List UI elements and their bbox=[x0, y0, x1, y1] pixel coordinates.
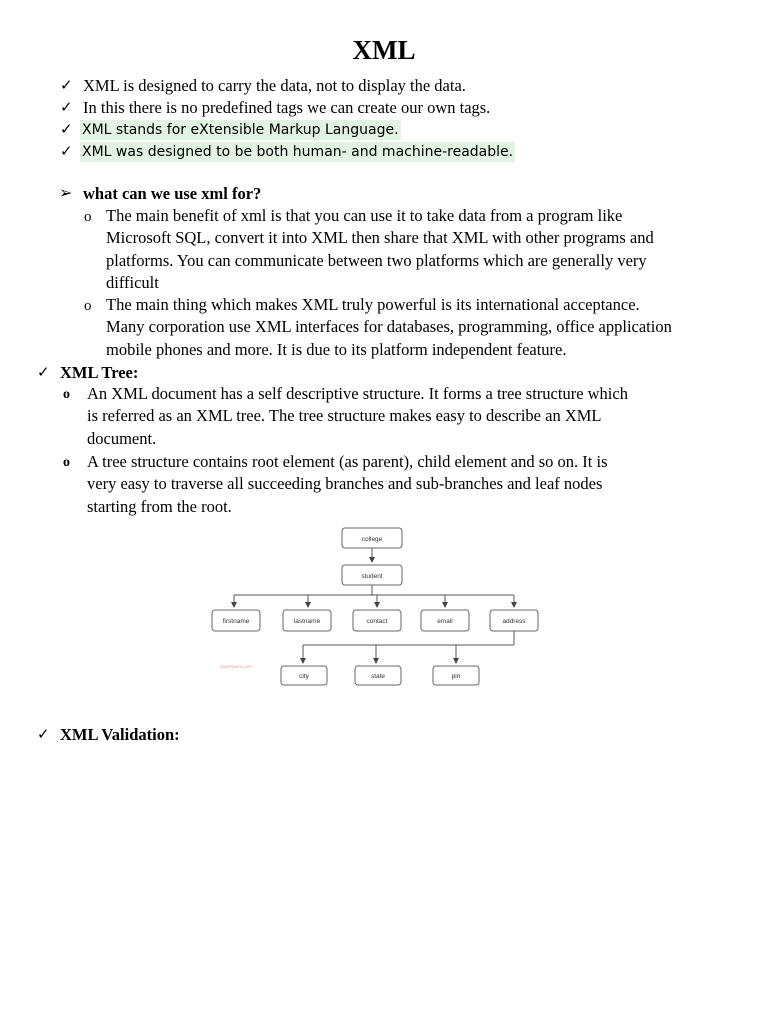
arrow-bullet-icon: ➢ bbox=[59, 185, 73, 202]
xml-tree-heading: XML Tree: bbox=[60, 363, 139, 382]
node-state-label: state bbox=[370, 673, 386, 680]
uses-point-2: The main thing which makes XML truly powerful is its international acceptance. Many corporation use XML interfaces for databases, programming, office application mobile phones and more. It is due to its platform independent feature. bbox=[106, 295, 672, 359]
check-icon: ✓ bbox=[60, 100, 73, 116]
node-student-label: student bbox=[361, 573, 383, 580]
node-college-label: college bbox=[361, 536, 383, 543]
node-email-label: email bbox=[437, 618, 453, 625]
check-icon: ✓ bbox=[37, 365, 50, 381]
node-city-label: city bbox=[299, 673, 309, 680]
node-lastname-label: lastname bbox=[293, 618, 321, 625]
check-item-2: In this there is no predefined tags we can create our own tags. bbox=[83, 98, 491, 117]
xml-tree-point-2: A tree structure contains root element (as parent), child element and so on. It is very easy to traverse all succeeding branches and sub-branches and leaf nodes starting from the root. bbox=[87, 452, 608, 516]
node-pin-label: pin bbox=[451, 673, 461, 680]
node-contact-label: contact bbox=[366, 618, 388, 625]
check-icon: ✓ bbox=[37, 727, 50, 743]
node-firstname-label: firstname bbox=[222, 618, 250, 625]
circle-bullet-icon: o bbox=[84, 298, 92, 314]
xml-tree-diagram bbox=[207, 523, 545, 689]
uses-point-1: The main benefit of xml is that you can use it to take data from a program like Microsoft SQL, convert it into XML then share that XML with other programs and platforms. You can communicate between two platforms which are generally very difficult bbox=[106, 206, 654, 292]
check-icon: ✓ bbox=[60, 122, 73, 138]
check-item-4-highlighted: XML was designed to be both human- and machine-readable. bbox=[82, 144, 514, 160]
page-title: XML bbox=[352, 35, 416, 65]
uses-heading: what can we use xml for? bbox=[83, 184, 262, 203]
node-address-label: address bbox=[502, 618, 526, 625]
circle-bullet-icon: o bbox=[63, 455, 70, 470]
circle-bullet-icon: o bbox=[63, 387, 70, 402]
xml-validation-heading: XML Validation: bbox=[60, 725, 180, 744]
circle-bullet-icon: o bbox=[84, 209, 92, 225]
watermark-text: JavaTpoint.com bbox=[220, 664, 252, 669]
check-icon: ✓ bbox=[60, 78, 73, 94]
xml-tree-point-1: An XML document has a self descriptive structure. It forms a tree structure which is referred as an XML tree. The tree structure makes easy to describe an XML document. bbox=[87, 384, 628, 448]
check-item-3-highlighted: XML stands for eXtensible Markup Language. bbox=[82, 122, 399, 138]
check-item-1: XML is designed to carry the data, not to display the data. bbox=[83, 76, 466, 95]
check-icon: ✓ bbox=[60, 144, 73, 160]
